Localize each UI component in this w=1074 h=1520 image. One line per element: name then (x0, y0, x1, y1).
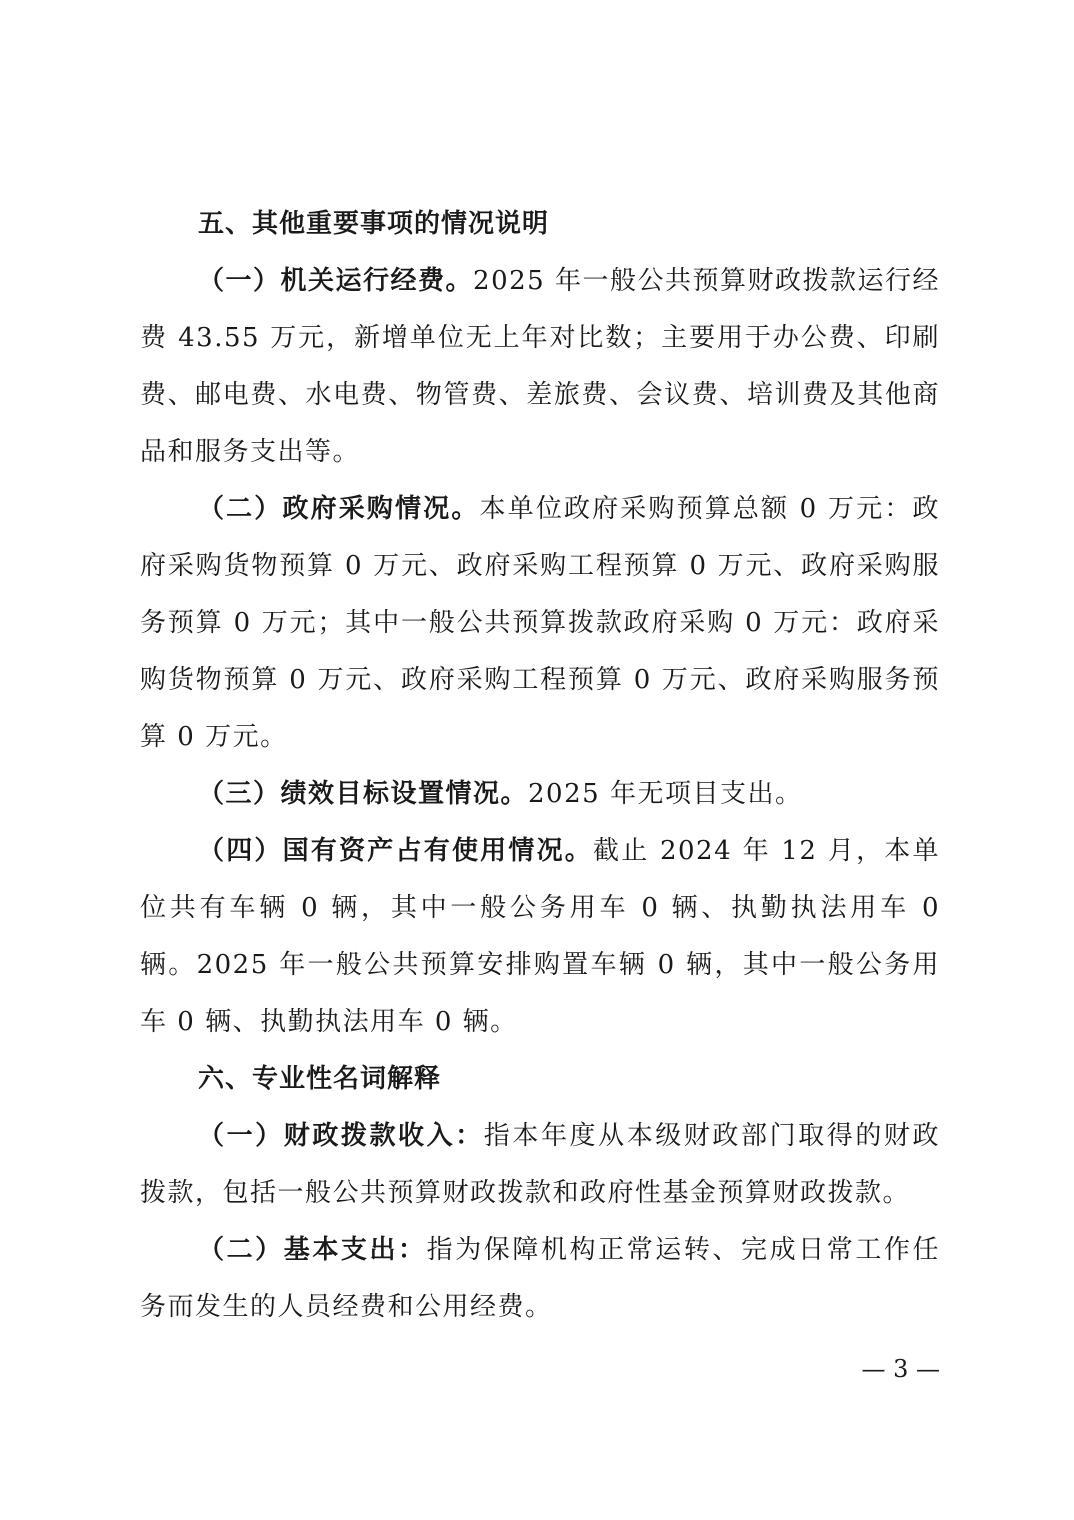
item-lead: （一）财政拨款收入： (198, 1121, 484, 1151)
section-6-item-1 (140, 1108, 940, 1222)
item-text: 本单位政府采购预算总额 0 万元：政府采购货物预算 0 万元、政府采购工程预算 0 万元、政府采购服务预算 0 万元；其中一般公共预算拨款政府采购 0 万元：政府采购货物预算 0 万元、政府采购工程预算 0 万元、政府采购服务预算 0 万元。 (140, 494, 940, 752)
item-text: 指本年度从本级财政部门取得的财政拨款，包括一般公共预算财政拨款和政府性基金预算财政拨款。 (140, 1121, 940, 1208)
section-5-item-3 (140, 766, 940, 823)
section-5-item-4 (140, 823, 940, 1051)
section-5-item-1 (140, 253, 940, 481)
section-5-item-2 (140, 481, 940, 766)
item-lead: （一）机关运行经费。 (198, 266, 474, 296)
section-6-heading: 六、专业性名词解释 (198, 1064, 442, 1094)
item-lead: （三）绩效目标设置情况。 (198, 779, 529, 809)
item-text: 指为保障机构正常运转、完成日常工作任务而发生的人员经费和公用经费。 (140, 1235, 940, 1322)
item-lead: （二）基本支出： (198, 1235, 427, 1265)
section-6-item-2 (140, 1222, 940, 1336)
item-text: 截止 2024 年 12 月，本单位共有车辆 0 辆，其中一般公务用车 0 辆、执勤执法用车 0 辆。2025 年一般公共预算安排购置车辆 0 辆，其中一般公务用车 0 辆、执勤执法用车 0 辆。 (140, 836, 940, 1037)
item-text: 2025 年一般公共预算财政拨款运行经费 43.55 万元，新增单位无上年对比数；主要用于办公费、印刷费、邮电费、水电费、物管费、差旅费、会议费、培训费及其他商品和服务支出等。 (140, 266, 940, 467)
section-5-heading: 五、其他重要事项的情况说明 (198, 209, 550, 239)
document-body (140, 196, 940, 1336)
item-lead: （二）政府采购情况。 (198, 494, 480, 524)
item-lead: （四）国有资产占有使用情况。 (198, 836, 594, 866)
item-text: 2025 年无项目支出。 (528, 779, 803, 809)
page-number: — 3 — (861, 1355, 940, 1383)
